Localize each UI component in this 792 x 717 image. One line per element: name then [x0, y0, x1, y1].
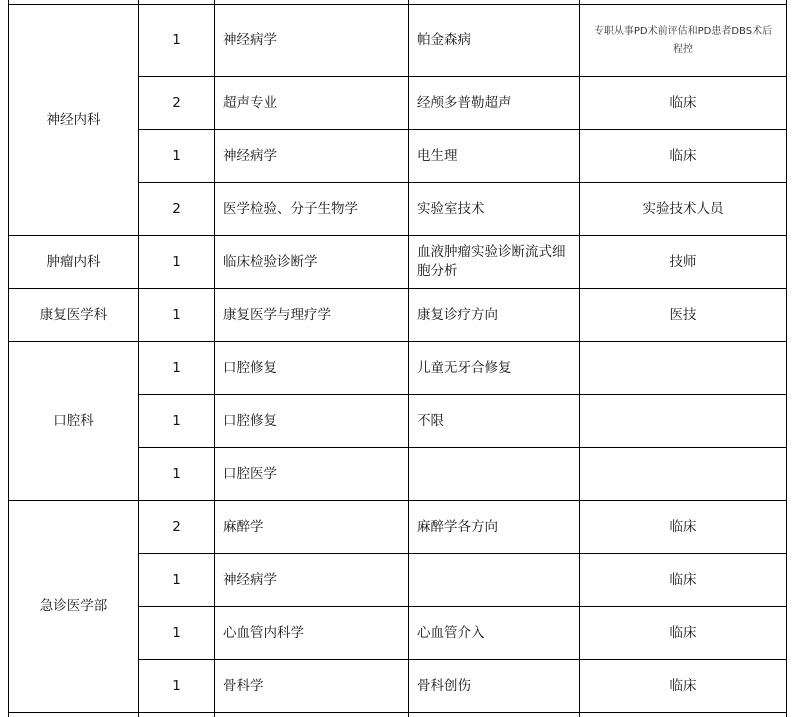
major-cell: 医学检验、分子生物学 — [223, 200, 358, 217]
note-cell: 医技 — [669, 306, 697, 323]
department-cell: 口腔科 — [53, 412, 94, 429]
count-cell: 1 — [172, 253, 181, 270]
col-line — [786, 0, 787, 717]
direction-cell: 康复诊疗方向 — [417, 306, 498, 323]
major-cell: 神经病学 — [223, 32, 277, 48]
direction-cell: 不限 — [417, 412, 444, 429]
count-cell: 2 — [172, 518, 181, 535]
direction-cell: 电生理 — [417, 147, 458, 164]
direction-cell: 骨科创伤 — [417, 677, 471, 694]
note-cell: 专职从事PD术前评估和PD患者DBS术后程控 — [593, 25, 773, 55]
major-cell: 心血管内科学 — [223, 624, 304, 641]
department-cell: 肿瘤内科 — [46, 253, 101, 270]
note-cell: 临床 — [669, 147, 697, 164]
direction-cell — [409, 554, 579, 606]
direction-cell: 帕金森病 — [417, 32, 471, 48]
major-cell: 口腔医学 — [223, 465, 277, 482]
major-cell: 口腔修复 — [223, 359, 277, 376]
note-cell: 临床 — [669, 571, 697, 588]
note-cell — [580, 395, 786, 447]
count-cell: 1 — [172, 465, 181, 482]
major-cell: 临床检验诊断学 — [223, 253, 318, 270]
major-cell: 麻醉学 — [223, 518, 264, 535]
major-cell: 口腔修复 — [223, 412, 277, 429]
direction-cell: 经颅多普勒超声 — [417, 94, 512, 111]
major-cell: 神经病学 — [223, 571, 277, 588]
note-cell: 临床 — [669, 624, 697, 641]
direction-cell: 心血管介入 — [417, 624, 485, 641]
note-cell: 实验技术人员 — [642, 200, 724, 217]
count-cell: 1 — [172, 677, 181, 694]
row-line — [8, 712, 787, 713]
major-cell: 超声专业 — [223, 94, 277, 111]
note-cell: 临床 — [669, 94, 697, 111]
count-cell: 1 — [172, 624, 181, 641]
count-cell: 1 — [172, 571, 181, 588]
direction-cell: 实验室技术 — [417, 200, 485, 217]
direction-cell: 儿童无牙合修复 — [417, 359, 512, 376]
count-cell: 1 — [172, 412, 181, 429]
note-cell — [580, 342, 786, 394]
count-cell: 1 — [172, 32, 181, 48]
note-cell: 临床 — [669, 518, 697, 535]
count-cell: 2 — [172, 200, 181, 217]
count-cell: 1 — [172, 359, 181, 376]
count-cell: 1 — [172, 306, 181, 323]
count-cell: 2 — [172, 94, 181, 111]
direction-cell: 血液肿瘤实验诊断流式细胞分析 — [417, 244, 566, 279]
department-cell: 急诊医学部 — [39, 598, 108, 614]
note-cell — [580, 448, 786, 500]
direction-cell: 麻醉学各方向 — [417, 518, 498, 535]
direction-cell — [409, 448, 579, 500]
note-cell: 技师 — [669, 253, 697, 270]
major-cell: 骨科学 — [223, 677, 264, 694]
note-cell: 临床 — [669, 677, 697, 694]
department-cell: 神经内科 — [46, 111, 101, 128]
major-cell: 神经病学 — [223, 147, 277, 164]
count-cell: 1 — [172, 147, 181, 164]
department-cell: 康复医学科 — [39, 306, 108, 323]
major-cell: 康复医学与理疗学 — [223, 306, 331, 323]
